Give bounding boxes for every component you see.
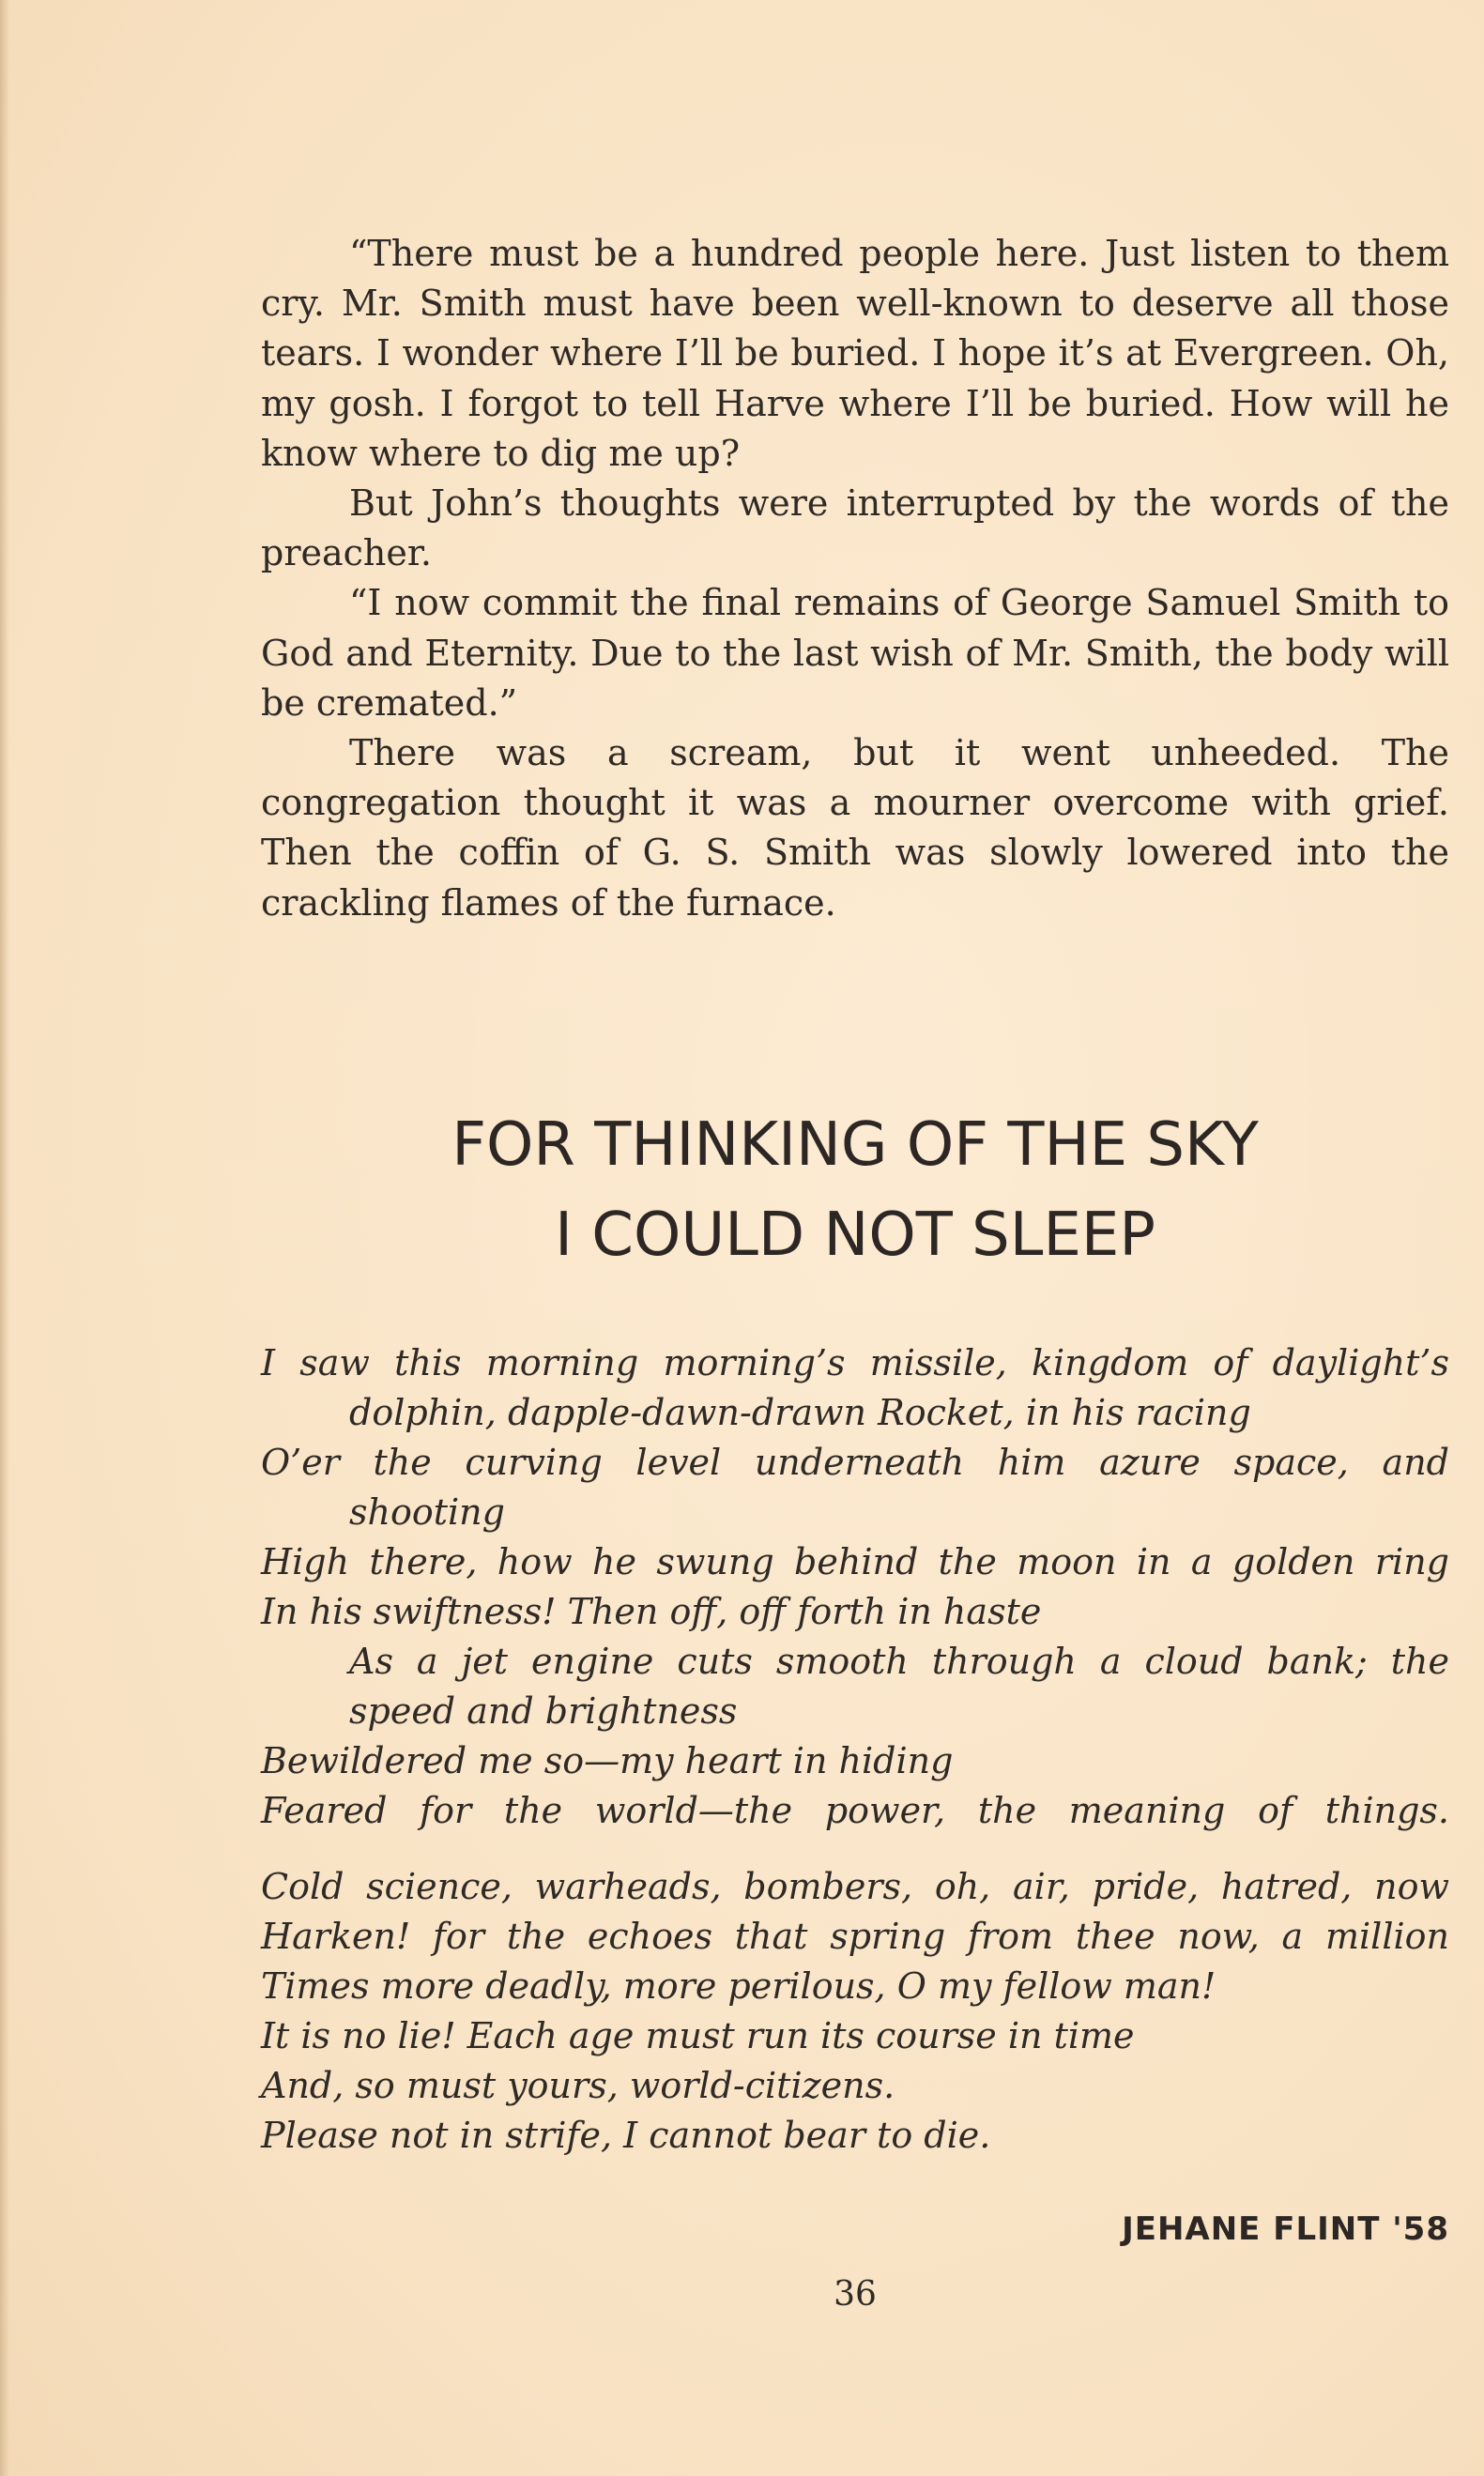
poem-line: Cold science, warheads, bombers, oh, air, pride, hatred, now xyxy=(261,1866,1449,1907)
story-prose xyxy=(261,229,1449,928)
page-edge-shadow xyxy=(0,0,9,2476)
poem-title-line: I COULD NOT SLEEP xyxy=(555,1200,1155,1270)
poem-line: Harken! for the echoes that spring from thee now, a million xyxy=(261,1916,1449,1957)
poem-title-line: FOR THINKING OF THE SKY xyxy=(451,1110,1259,1180)
poem-line: And, so must yours, world-citizens. xyxy=(261,2065,895,2106)
poem-line: Feared for the world—the power, the meaning of things. xyxy=(261,1790,1449,1831)
poem-line: shooting xyxy=(349,1491,505,1533)
poem-author: JEHANE FLINT '58 xyxy=(1122,2210,1449,2248)
poem-line: speed and brightness xyxy=(349,1690,738,1732)
poem-line: High there, how he swung behind the moon in a golden ring xyxy=(261,1541,1449,1582)
poem-line: As a jet engine cuts smooth through a cloud bank; the xyxy=(349,1641,1449,1682)
poem-title xyxy=(261,1100,1449,1280)
poem-line: It is no lie! Each age must run its course in time xyxy=(261,2015,1135,2056)
poem-line: Please not in strife, I cannot bear to die. xyxy=(261,2115,991,2156)
poem-line: In his swiftness! Then off, off forth in haste xyxy=(261,1591,1042,1632)
prose-paragraph: There was a scream, but it went unheeded. The congregation thought it was a mourner overcome with grief. Then the coffin of G. S. Smith was slowly lowered into the crackling flames of the furnace. xyxy=(261,732,1449,924)
prose-paragraph: “I now commit the final remains of George Samuel Smith to God and Eternity. Due to the last wish of Mr. Smith, the body will be cremated.” xyxy=(261,582,1449,724)
poem-stanza-1 xyxy=(261,1338,1449,1836)
poem-stanza-2 xyxy=(261,1862,1449,2161)
poem-line: O’er the curving level underneath him azure space, and xyxy=(261,1442,1449,1483)
page-number: 36 xyxy=(834,2275,877,2314)
poem-line: Times more deadly, more perilous, O my fellow man! xyxy=(261,1965,1216,2007)
poem-line: dolphin, dapple-dawn-drawn Rocket, in his racing xyxy=(349,1392,1251,1433)
prose-paragraph: But John’s thoughts were interrupted by the words of the preacher. xyxy=(261,482,1449,574)
poem-line: I saw this morning morning’s missile, kingdom of daylight’s xyxy=(261,1342,1449,1383)
prose-paragraph: “There must be a hundred people here. Just listen to them cry. Mr. Smith must have been well-known to deserve all those tears. I wonder where I’ll be buried. I hope it’s at Evergreen. Oh, my gosh. I forgot to tell Harve where I’ll be buried. How will he know where to dig me up? xyxy=(261,233,1449,474)
poem-line: Bewildered me so—my heart in hiding xyxy=(261,1740,954,1781)
